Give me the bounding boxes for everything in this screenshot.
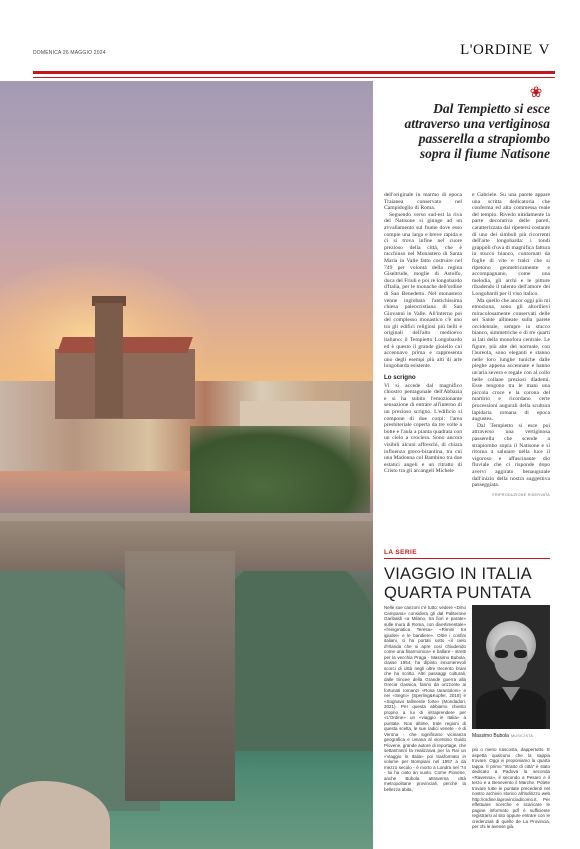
header-rule: [33, 71, 555, 74]
series-title: VIAGGIO IN ITALIA QUARTA PUNTATA: [384, 565, 532, 602]
article-paragraph: Dal Tempietto si esce poi attraverso una vertiginosa passerella che scende a strapiombo sopra il Natisone e si ritorna a salutare nella luce il vigoroso e affascinante dio fluviale che ci risponde dopo avervi aggirato benaugurale dall'inizio della nostra suggestiva passeggiata.: [472, 422, 550, 489]
page-number: V: [538, 42, 550, 58]
caption-name: Massimo Bubola: [472, 733, 509, 739]
header-rule-thin: [33, 77, 555, 78]
article-subhead: Lo scrigno: [384, 374, 416, 382]
masthead-title: L'ORDINE: [460, 42, 533, 58]
caption-role: MUSICISTA: [510, 734, 534, 738]
portrait-glasses: [495, 650, 527, 658]
series-body-2: più o meno nascosta, dappertutto. E aspetta qualcuno che la sappia trovare. Oggi vi proponiamo la quarta tappa. Il primo "ritratto di città" è stato dedicato a Padova la seconda «Ravenna», il secondo a Pesaro e il terzo e a Benevento il Marche. Potete trovare tutte le puntate precedenti nel nostro archivio storico all'indirizzo web http://ordine.laprovinciadicomo.it. Per effettuare ricerche e scaricare le pagine informato pdf è sufficiente registrarsi al sito oppure entrare con le credenziali di quello de La Provincia, per chi le avesse già.: [472, 747, 550, 829]
article-deck: Dal Tempietto si esce attraverso una vertiginosa passerella a strapiombo sopra il fiume Natisone: [404, 101, 550, 161]
issue-date: DOMENICA 26 MAGGIO 2024: [33, 50, 106, 56]
copyright-credit: ©RIPRODUZIONE RISERVATA: [491, 492, 550, 497]
article-paragraph: dell'originale in marmo di epoca Traianea conservato nel Campidoglio di Roma.: [384, 192, 462, 212]
series-rule: [384, 558, 550, 559]
photo-church: [55, 349, 195, 419]
article-column-1: [384, 192, 462, 475]
article-paragraph: Ma quello che ancor oggi più mi emoziona, sono gli altorilievi miracolosamente conservati delle sei Sante allineate sulla parete occidentale, sempre in stucco bianco, simmetriche e di tre quarti ai lati della monofora centrale. Le figure, più alte del normale, con l'aureola, sono eleganti e stanno nelle loro lunghe tuniche dalle pieghe appena accennate e hanno un'aria severa e regale con al collo belle collane preziosi diademi. Esse tengono tra le mani una piccola croce e la corona del martirio e ricordano certe processioni augurali della scultura lapidaria romana di epoca augustea.: [472, 297, 551, 423]
series-tag: LA SERIE: [384, 549, 417, 556]
photo-bell-tower: [95, 303, 123, 418]
photo-bridge-pier: [125, 551, 235, 801]
article-paragraph: Vi si accede dal magnifico chiostro pentagonale dell'Abbazia e si ha subito l'emozionante sensazione di entrare all'interno di un prezioso scrigno. L'edificio si compone di due corpi: l'area presbiteriale coperta da tre volte a botte e l'aula a pianta quadrata con un cielo a crociera. Sono ancora visibili alcuni affreschi, di chiara influenza greco-bizantina, tra cui una Madonna col Bambino tra due estatici angeli e un ritratto di Cristo tra gli arcangeli Michele: [384, 382, 462, 475]
series-body-1: Nelle sue canzoni c'è tutto: vedere «Dino Campana» considera gli dal Paliterone Garibaldi «a Milano, tra fiori e parate» sulle mura di Roma, con divertimentale» «l'enigmatica Teresa» «Rimini tra igiudei» e le bandiere». Oltre i confini italiani, ci ha portati sotto «il cielo d'Irlanda che si apre così chiudendo come una fisarmonica» e ballare - stretti per la vecchia Praga - Massimo Bubola, classe 1954, ha dipinto innumerevoli scorci di città negli oltre trecento brani che ha scritto. Altri passaggi culturali, dalle trincee della Grande guerra alla Grecia classica, fanno da orizzonte ai fortunati romanzi «Rosa tarantoloni» e nei «Segni» (Sperling&Kupfer, 2018) e «Sognavo tallmente forte» (Mondadori, 2021). Per questa abbiamo chiesto proprio a lui di intraprendere per «L'Ordine» un «viaggio in Italia» a puntate. Non altime, trale regioni di questa scelta, le sue radici venete - è di Verona - che significano vicinanza geografica e umana al vicentino Guido Piovene, grande autore di reportage, che settant'anni fa realizzava per la Rai un «Viaggio in Italia» poi trasformato in volume per Bompiani nel 1957 a da mezzo secolo - è morto a Londra nel '74 - lui ha ciato an vuoto. Come Piovene, anche Bubola attraversa città metropolitane provinciali, perché la bellezza abita,: [384, 605, 466, 792]
portrait-caption: [472, 733, 533, 739]
masthead: [460, 42, 550, 59]
bridge-photo: [0, 81, 373, 849]
article-paragraph: e Gabriele. Su una parete appare una scritta dedicatoria che conferma ed alta commessa reale del tempio. Rivedo nitidamente la parte decorativa delle pareti, caratterizzata dal ripetersi costante di uno dei simboli più ricorrenti dell'arte longobarda: i tondi grappoli d'uva di magnifica fattura in stucco bianco, contornati da foglie di vite e tralci che si ripetono geometricamente e accompagnano, come una melodia, gli archi e le pitture ribadendo il talento dell'amore dei Longobardi per il viso italico.: [472, 192, 550, 297]
portrait-face: [494, 635, 528, 681]
photo-roof: [57, 337, 193, 353]
article-column-2: [472, 192, 550, 498]
author-portrait: [472, 605, 550, 729]
rose-ornament-icon: ❀: [529, 83, 543, 101]
article-paragraph: Seguendo verso sud-est la riva del Natisone si giunge ad un avvallamento sul fiume dove esso compie una larga e breve rapida e ci si trova infine nel cuore prezioso della città, che è racchiuso nel Monastero di Santa Maria in Valle fatto costruire nel 749 per volontà della regina Giseltrude, moglie di Astolfo, duca del Friuli e poi re longobardo d'Italia, per le monache dell'ordine di San Benedetto. Nel monastero venne inglobata l'antichissima chiesa paleocristiana di San Giovanni in Valle. All'interno poi del complesso monastico c'è uno tra gli edifici religiosi più belli e originali dell'alto medioevo italiano: il Tempietto Longobardo ed è questo il grande gioiello cui accennavo prima e rappresenta uno degli esempi più alti di arte longobarda esistente.: [384, 211, 462, 370]
